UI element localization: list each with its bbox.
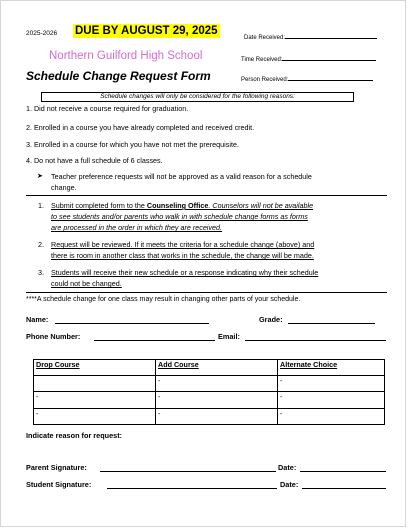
drop-course-cell[interactable]: - xyxy=(34,408,156,425)
step-2-prefix: 2. xyxy=(38,240,44,249)
name-input-line[interactable] xyxy=(55,323,209,324)
table-row xyxy=(34,375,385,392)
parent-signature-label: Parent Signature: xyxy=(26,463,87,472)
arrow-bullet-icon: ➤ xyxy=(37,171,44,180)
time-received-label: Time Received: xyxy=(241,57,283,63)
course-table-header xyxy=(34,360,385,376)
school-name: Northern Guilford High School xyxy=(49,50,203,62)
table-row xyxy=(34,408,385,425)
divider-top xyxy=(26,195,387,196)
time-received-line xyxy=(282,54,376,61)
alternate-choice-cell[interactable]: - xyxy=(278,375,385,392)
student-signature-line[interactable] xyxy=(107,488,277,489)
reasons-banner: Schedule changes will only be considered for the following reasons: xyxy=(41,92,354,102)
parent-date-line[interactable] xyxy=(300,471,386,472)
parent-date-label: Date: xyxy=(278,463,297,472)
step-3-line2: could not be changed. xyxy=(51,279,122,288)
due-date-banner: DUE BY AUGUST 29, 2025 xyxy=(75,25,218,37)
person-received-field[interactable] xyxy=(241,74,373,83)
reason-2: 2. Enrolled in a course you have already completed and received credit. xyxy=(26,123,255,132)
date-received-label: Date Received: xyxy=(244,35,286,41)
add-course-header: Add Course xyxy=(156,360,278,376)
drop-course-cell[interactable]: - xyxy=(34,392,156,409)
student-signature-label: Student Signature: xyxy=(26,480,92,489)
date-received-line xyxy=(285,32,377,39)
alternate-choice-cell[interactable]: - xyxy=(278,392,385,409)
student-date-label: Date: xyxy=(280,480,299,489)
drop-course-header: Drop Course xyxy=(34,360,156,376)
teacher-note-line1: Teacher preference requests will not be approved as a valid reason for a schedule xyxy=(51,172,312,181)
schedule-warning: ****A schedule change for one class may result in changing other parts of your schedule. xyxy=(26,296,301,303)
step-2-line1: Request will be reviewed. If it meets the criteria for a schedule change (above) and xyxy=(51,240,315,249)
step-2-line2: there is room in another class that works in the schedule, the change will be made. xyxy=(51,251,314,260)
parent-signature-line[interactable] xyxy=(100,471,276,472)
student-date-line[interactable] xyxy=(302,488,386,489)
add-course-cell[interactable]: - xyxy=(156,392,278,409)
form-title: Schedule Change Request Form xyxy=(26,69,211,83)
add-course-cell[interactable]: - xyxy=(156,408,278,425)
grade-label: Grade: xyxy=(259,315,283,324)
email-label: Email: xyxy=(218,332,240,341)
alternate-choice-cell[interactable]: - xyxy=(278,408,385,425)
phone-label: Phone Number: xyxy=(26,332,81,341)
step-1-text-a: Submit completed form to the xyxy=(51,201,147,210)
phone-input-line[interactable] xyxy=(94,340,215,341)
name-label: Name: xyxy=(26,315,49,324)
person-received-label: Person Received: xyxy=(241,77,289,83)
step-3-line1: Students will receive their new schedule or a response indicating why their schedule xyxy=(51,268,319,277)
time-received-field[interactable] xyxy=(241,54,376,63)
reason-3: 3. Enrolled in a course for which you have not met the prerequisite. xyxy=(26,140,239,149)
step-1-line2: to see students and/or parents who walk in with schedule change forms as forms xyxy=(51,212,308,221)
grade-input-line[interactable] xyxy=(288,323,375,324)
step-1-prefix: 1. xyxy=(38,201,44,210)
school-year: 2025-2026 xyxy=(26,30,58,37)
reason-for-request-label: Indicate reason for request: xyxy=(26,431,123,440)
step-1-text-c: . Counselors will not be available xyxy=(208,201,314,210)
reason-1: 1. Did not receive a course required for graduation. xyxy=(26,104,189,113)
step-1-line1 xyxy=(51,200,313,211)
add-course-cell[interactable]: - xyxy=(156,375,278,392)
email-input-line[interactable] xyxy=(245,340,386,341)
reason-4: 4. Do not have a full schedule of 6 classes. xyxy=(26,156,163,165)
date-received-field[interactable] xyxy=(244,32,377,41)
teacher-note-line2: change. xyxy=(51,183,77,192)
alternate-choice-header: Alternate Choice xyxy=(278,360,385,376)
divider-bottom xyxy=(26,292,387,293)
step-1-line3: are processed in the order in which they are received. xyxy=(51,223,222,232)
step-3-prefix: 3. xyxy=(38,268,44,277)
table-row xyxy=(34,392,385,409)
person-received-line xyxy=(288,74,373,81)
drop-course-cell[interactable] xyxy=(34,375,156,392)
course-table xyxy=(33,359,385,425)
step-1-office: Counseling Office xyxy=(146,201,209,210)
